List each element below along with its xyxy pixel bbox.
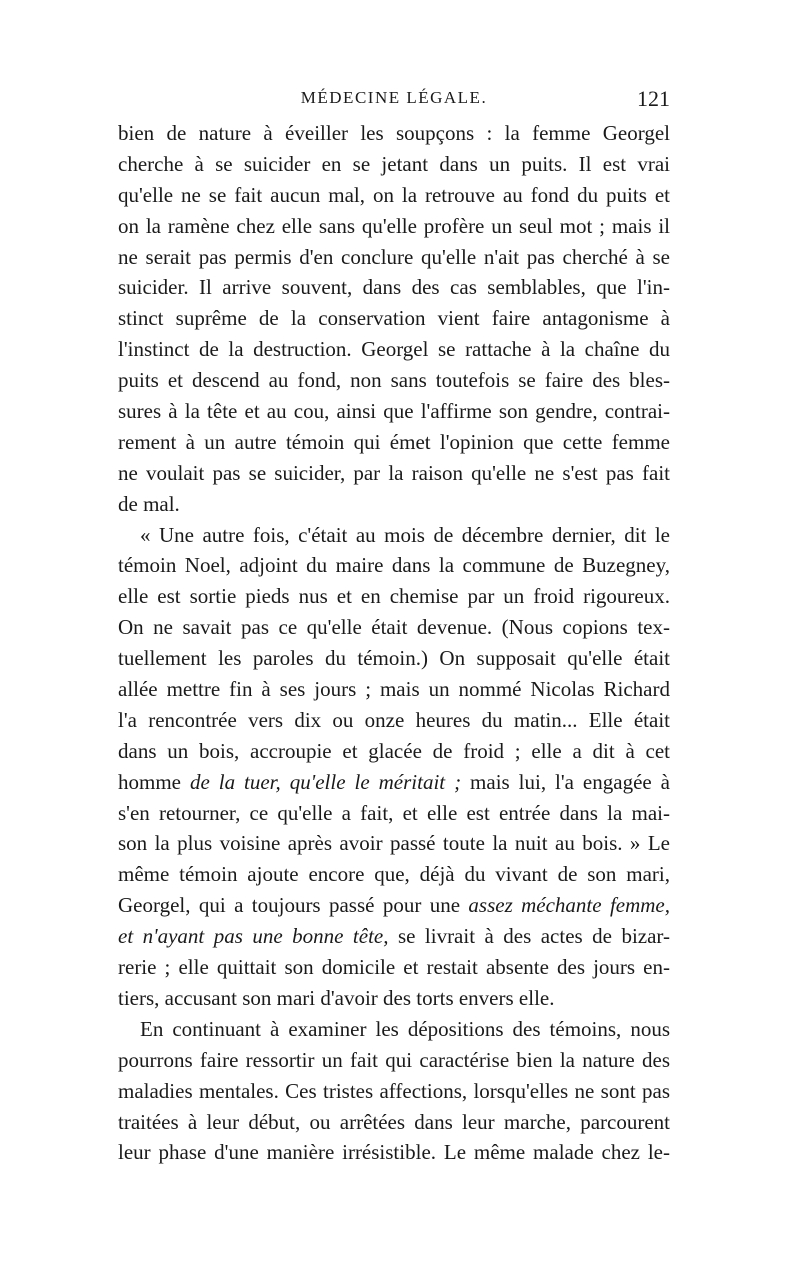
text-line: s'en retourner, ce qu'elle a fait, et elle est entrée dans la mai- (118, 800, 670, 825)
italic-quote: de la tuer, qu'elle le méritait ; (189, 769, 462, 794)
italic-quote: assez méchante femme, (468, 893, 670, 918)
text-line: traitées à leur début, ou arrêtées dans leur marche, parcourent (118, 1109, 670, 1134)
running-title: MÉDECINE LÉGALE. (300, 88, 488, 107)
text-line: suicider. Il arrive souvent, dans des cas semblables, que l'in- (118, 275, 670, 300)
text-line: ne voulait pas se suicider, par la raison qu'elle ne s'est pas fait (118, 460, 670, 485)
text-line: allée mettre fin à ses jours ; mais un nommé Nicolas Richard (118, 677, 670, 702)
text-line: En continuant à examiner les dépositions des témoins, nous (140, 1016, 670, 1041)
text-line (118, 890, 670, 921)
text-line: même témoin ajoute encore que, déjà du vivant de son mari, (118, 862, 670, 887)
text-span: homme (118, 769, 190, 794)
text-line: stinct suprême de la conservation vient faire antagonisme à (118, 306, 670, 331)
text-line: dans un bois, accroupie et glacée de froid ; elle a dit à cet (118, 738, 670, 763)
text-span: Georgel, qui a toujours passé pour une (118, 893, 469, 918)
page-number: 121 (637, 86, 670, 111)
text-line: l'a rencontrée vers dix ou onze heures du matin... Elle était (118, 707, 670, 732)
text-line (118, 921, 670, 952)
text-line: sures à la tête et au cou, ainsi que l'affirme son gendre, contrai- (118, 399, 670, 424)
text-line: « Une autre fois, c'était au mois de décembre dernier, dit le (140, 522, 670, 547)
text-line: l'instinct de la destruction. Georgel se rattache à la chaîne du (118, 337, 670, 362)
text-line: qu'elle ne se fait aucun mal, on la retrouve au fond du puits et (118, 182, 670, 207)
text-line: tiers, accusant son mari d'avoir des torts envers elle. (118, 985, 555, 1010)
text-line: leur phase d'une manière irrésistible. Le même malade chez le- (118, 1140, 670, 1165)
text-line: puits et descend au fond, non sans toutefois se faire des bles- (118, 368, 670, 393)
text-line: pourrons faire ressortir un fait qui caractérise bien la nature des (118, 1047, 670, 1072)
text-line (118, 767, 670, 798)
text-line: son la plus voisine après avoir passé toute la nuit au bois. » Le (118, 831, 670, 856)
text-span: mais lui, l'a engagée à (461, 769, 670, 794)
text-line: témoin Noel, adjoint du maire dans la commune de Buzegney, (118, 553, 670, 578)
text-line: bien de nature à éveiller les soupçons : la femme Georgel (118, 121, 670, 145)
text-line: tuellement les paroles du témoin.) On supposait qu'elle était (118, 646, 670, 671)
text-line: On ne savait pas ce qu'elle était devenue. (Nous copions tex- (118, 615, 670, 640)
text-span: se livrait à des actes de bizar- (388, 924, 670, 949)
text-line: cherche à se suicider en se jetant dans un puits. Il est vrai (118, 151, 670, 176)
italic-quote: et n'ayant pas une bonne tête, (118, 924, 389, 949)
text-line: maladies mentales. Ces tristes affections, lorsqu'elles ne sont pas (118, 1078, 670, 1103)
text-line: de mal. (118, 491, 180, 516)
text-line: rement à un autre témoin qui émet l'opinion que cette femme (118, 429, 670, 454)
text-line: rerie ; elle quittait son domicile et restait absente des jours en- (118, 955, 670, 980)
page-header (118, 88, 670, 118)
text-line: on la ramène chez elle sans qu'elle profère un seul mot ; mais il (118, 213, 670, 238)
text-line: elle est sortie pieds nus et en chemise par un froid rigoureux. (118, 584, 670, 609)
body-text (118, 118, 670, 1168)
text-line: ne serait pas permis d'en conclure qu'elle n'ait pas cherché à se (118, 244, 670, 269)
